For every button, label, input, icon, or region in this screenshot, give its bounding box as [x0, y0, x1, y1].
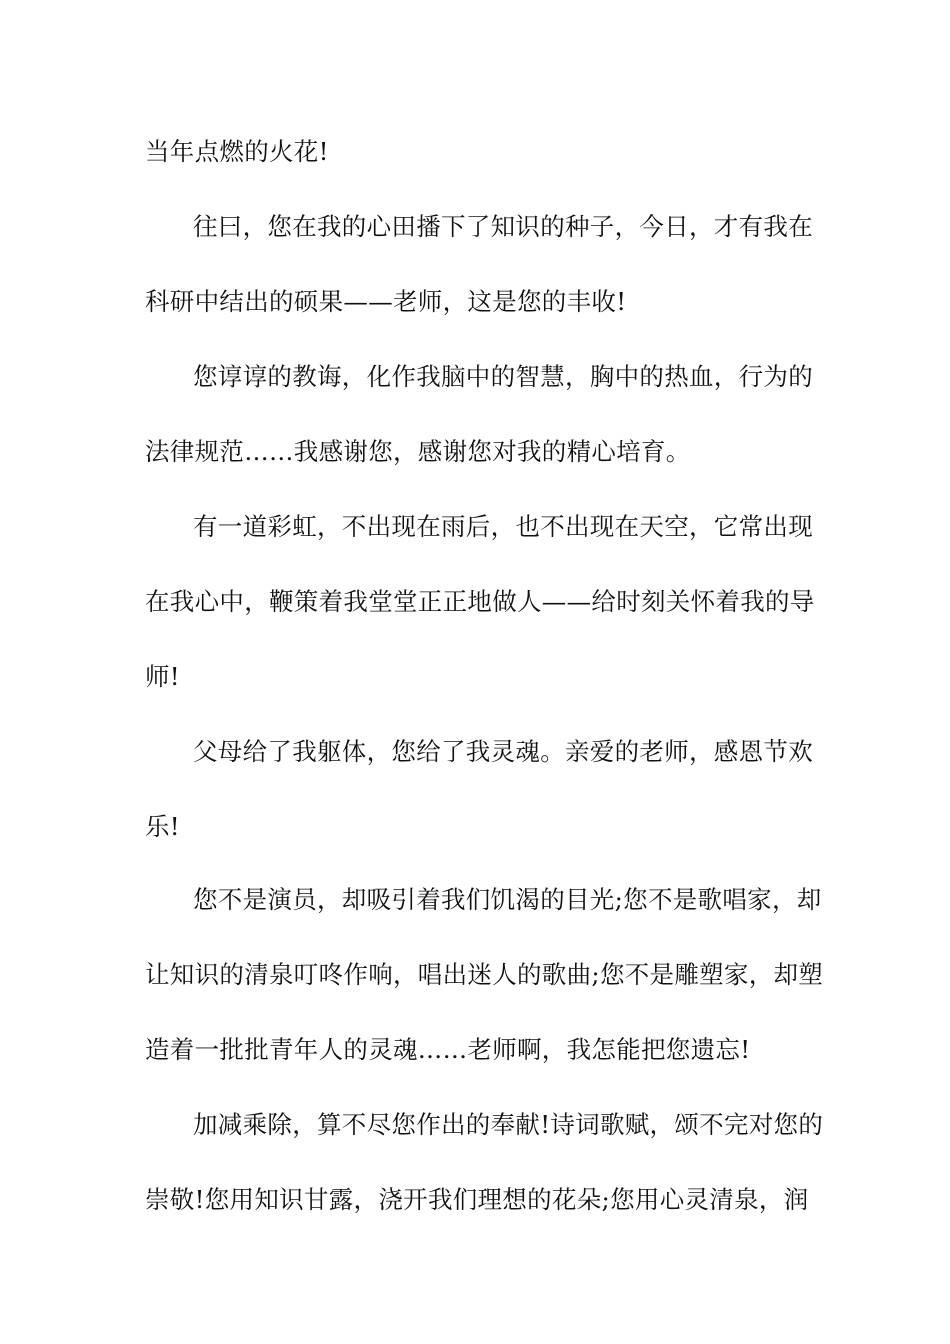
- text-line: 科研中结出的硕果——老师，这是您的丰收!: [145, 287, 627, 316]
- text-line: 在我心中，鞭策着我堂堂正正地做人——给时刻关怀着我的导: [145, 587, 815, 616]
- text-line: 师!: [145, 662, 180, 691]
- text-line: 造着一批批青年人的灵魂……老师啊，我怎能把您遗忘!: [145, 1035, 751, 1064]
- text-line: 法律规范……我感谢您，感谢您对我的精心培育。: [145, 437, 691, 466]
- text-line: 崇敬!您用知识甘露，浇开我们理想的花朵;您用心灵清泉，润: [145, 1185, 809, 1214]
- paragraph-first-line: 您不是演员，却吸引着我们饥渴的目光;您不是歌唱家，却: [193, 885, 822, 914]
- paragraph-first-line: 有一道彩虹，不出现在雨后，也不出现在天空，它常出现: [193, 512, 813, 541]
- paragraph-first-line: 父母给了我躯体，您给了我灵魂。亲爱的老师，感恩节欢: [193, 737, 813, 766]
- paragraph-first-line: 往曰，您在我的心田播下了知识的种子，今日，才有我在: [193, 212, 813, 241]
- paragraph-first-line: 您谆谆的教诲，化作我脑中的智慧，胸中的热血，行为的: [193, 362, 813, 391]
- paragraph-first-line: 加减乘除，算不尽您作出的奉献!诗词歌赋，颂不完对您的: [193, 1110, 824, 1139]
- text-line: 让知识的清泉叮咚作响，唱出迷人的歌曲;您不是雕塑家，却塑: [145, 960, 824, 989]
- text-line: 当年点燃的火花!: [145, 137, 329, 166]
- text-line: 乐!: [145, 812, 180, 841]
